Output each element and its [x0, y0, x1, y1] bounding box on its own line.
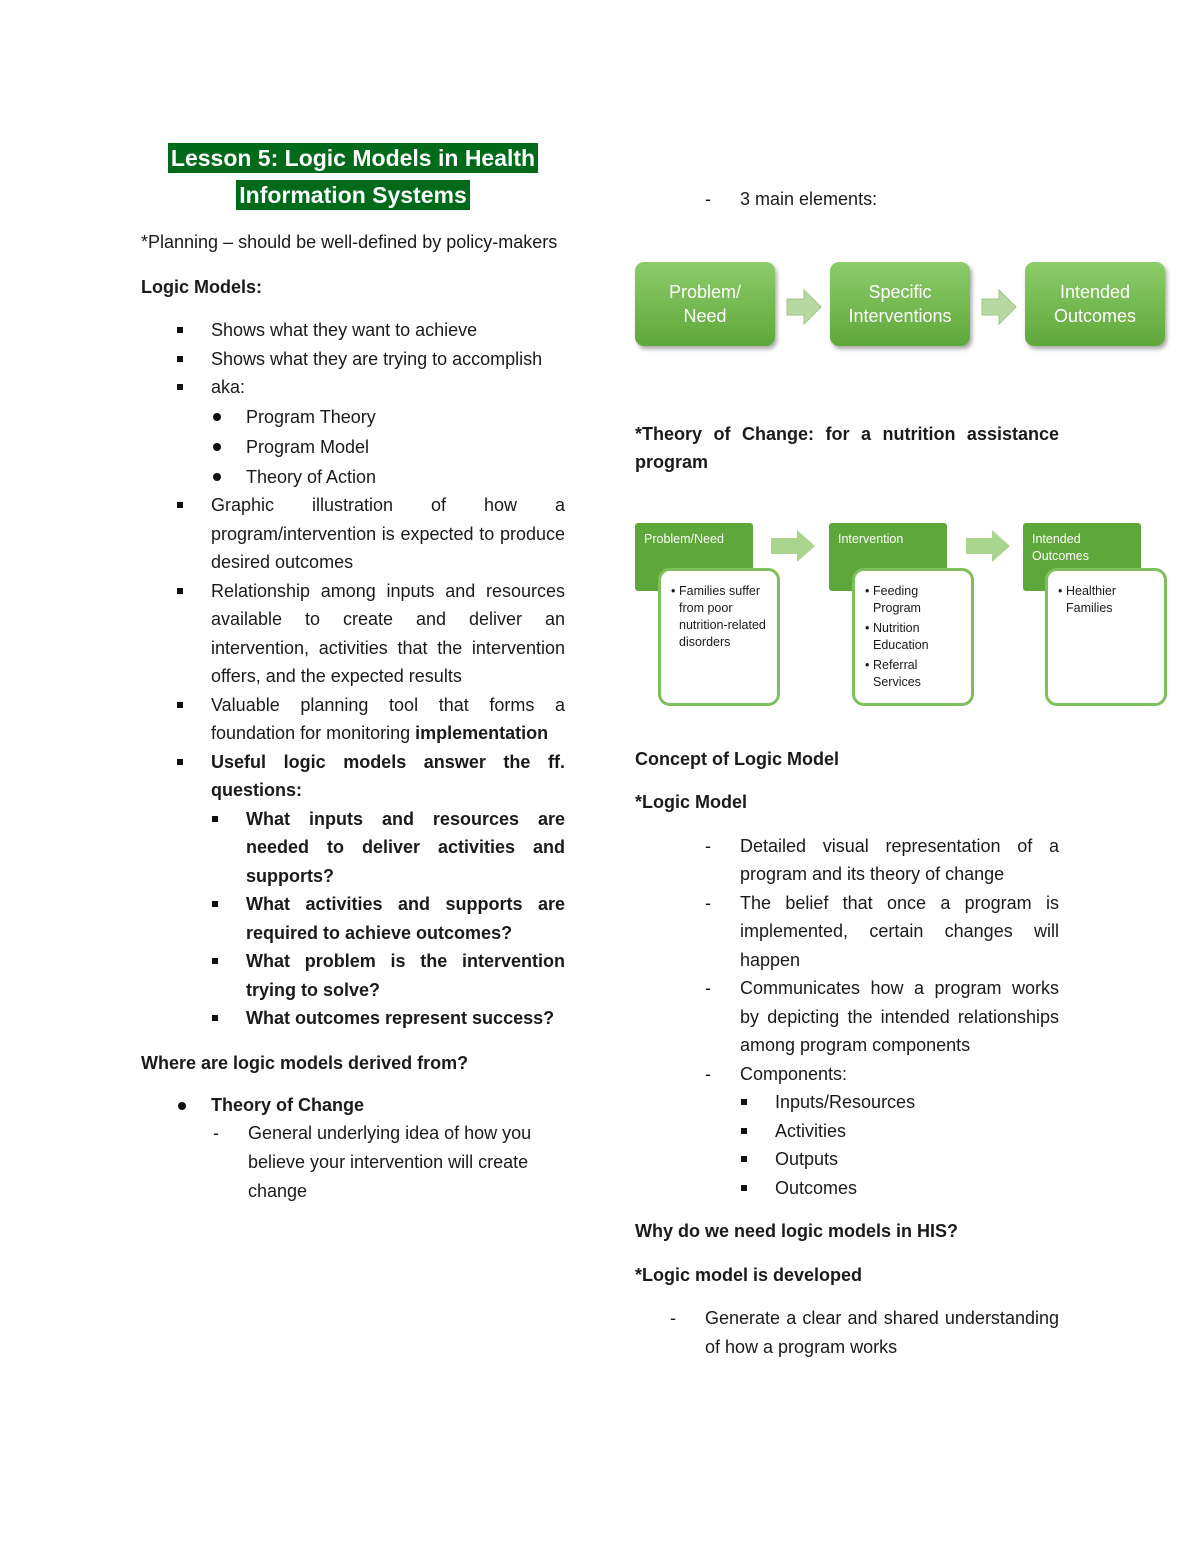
list-item: - Generate a clear and shared understanding of how a program works — [670, 1304, 1059, 1361]
right-column — [635, 185, 1137, 1361]
developed-subheading: *Logic model is developed — [635, 1264, 863, 1285]
arrow-right-icon — [966, 530, 1010, 562]
list-item: Valuable planning tool that forms a foundation for monitoring implementation — [141, 691, 565, 748]
list-item: - General underlying idea of how you believe your intervention will create change — [213, 1119, 565, 1206]
list-item: • Nutrition Education — [865, 620, 965, 654]
list-item: - The belief that once a program is implemented, certain changes will happen — [705, 889, 1059, 975]
specific-interventions-box: Specific Interventions — [830, 262, 970, 346]
list-item: Program Theory — [176, 403, 565, 432]
intended-outcomes-box: Intended Outcomes — [1025, 262, 1165, 346]
theory-of-change-diagram — [635, 523, 1175, 713]
list-item: • Healthier Families — [1058, 583, 1158, 617]
logic-models-list — [141, 316, 565, 1033]
derived-heading: Where are logic models derived from? — [141, 1052, 469, 1073]
list-item: • Families suffer from poor nutrition-related disorders — [671, 583, 771, 651]
three-elements-diagram — [635, 262, 1175, 352]
title-line-1: Lesson 5: Logic Models in Health — [168, 143, 538, 173]
list-item: - 3 main elements: — [705, 185, 1059, 214]
developed-points — [670, 1304, 1059, 1361]
list-item: Theory of Action — [176, 463, 565, 492]
planning-text: *Planning – should be well-defined by policy-makers — [141, 232, 558, 252]
list-item: - Communicates how a program works by depicting the intended relationships among program components — [705, 974, 1059, 1060]
list-item: Program Model — [176, 433, 565, 462]
list-item: Outcomes — [705, 1174, 1059, 1203]
problem-card — [658, 568, 780, 706]
main-elements-list — [705, 185, 1059, 214]
list-item: Activities — [705, 1117, 1059, 1146]
list-item: Graphic illustration of how a program/intervention is expected to produce desired outcomes — [141, 491, 565, 577]
problem-need-box: Problem/ Need — [635, 262, 775, 346]
title-line-2: Information Systems — [236, 180, 470, 210]
list-item: Shows what they want to achieve — [141, 316, 565, 345]
list-item: What activities and supports are required to achieve outcomes? — [176, 890, 565, 947]
left-column — [141, 140, 565, 1206]
lesson-title — [141, 140, 565, 214]
why-heading: Why do we need logic models in HIS? — [635, 1221, 959, 1241]
list-item: What problem is the intervention trying to solve? — [176, 947, 565, 1004]
list-item: What inputs and resources are needed to deliver activities and supports? — [176, 805, 565, 891]
problem-need-header: Problem/Need — [635, 523, 753, 591]
concept-heading: Concept of Logic Model — [635, 748, 839, 769]
list-item: Relationship among inputs and resources available to create and deliver an intervention, activities that the intervention offers, and the expected results — [141, 577, 565, 691]
list-item: • Feeding Program — [865, 583, 965, 617]
logic-model-points — [705, 832, 1059, 1203]
list-item: - Detailed visual representation of a program and its theory of change — [705, 832, 1059, 889]
list-item: - Components: Inputs/Resources Activities Outputs Outcomes — [705, 1060, 1059, 1203]
toc-desc-list — [213, 1119, 565, 1206]
components-list — [705, 1088, 1059, 1202]
intended-outcomes-header: Intended Outcomes — [1023, 523, 1141, 591]
derived-list — [141, 1092, 565, 1119]
outcomes-card — [1045, 568, 1167, 706]
questions-list — [176, 805, 565, 1033]
intervention-card — [852, 568, 974, 706]
arrow-right-icon — [786, 289, 822, 325]
list-item: Inputs/Resources — [705, 1088, 1059, 1117]
arrow-right-icon — [771, 530, 815, 562]
arrow-right-icon — [981, 289, 1017, 325]
aka-list — [176, 403, 565, 492]
list-item: Useful logic models answer the ff. questions: What inputs and resources are needed to deliver activities and supports? What activities and supports are required to achieve outcomes? What problem is the intervention trying to solve? What outcomes represent success? — [141, 748, 565, 1033]
intervention-header: Intervention — [829, 523, 947, 591]
list-item: Shows what they are trying to accomplish — [141, 345, 565, 374]
list-item: aka: Program Theory Program Model Theory of Action — [141, 373, 565, 491]
list-item: • Referral Services — [865, 657, 965, 691]
list-item: What outcomes represent success? — [176, 1004, 565, 1033]
logic-model-subheading: *Logic Model — [635, 792, 747, 812]
logic-models-heading: Logic Models: — [141, 276, 262, 297]
toc-heading: *Theory of Change: for a nutrition assistance program — [635, 423, 1059, 472]
list-item: Outputs — [705, 1145, 1059, 1174]
list-item: Theory of Change — [141, 1092, 565, 1119]
